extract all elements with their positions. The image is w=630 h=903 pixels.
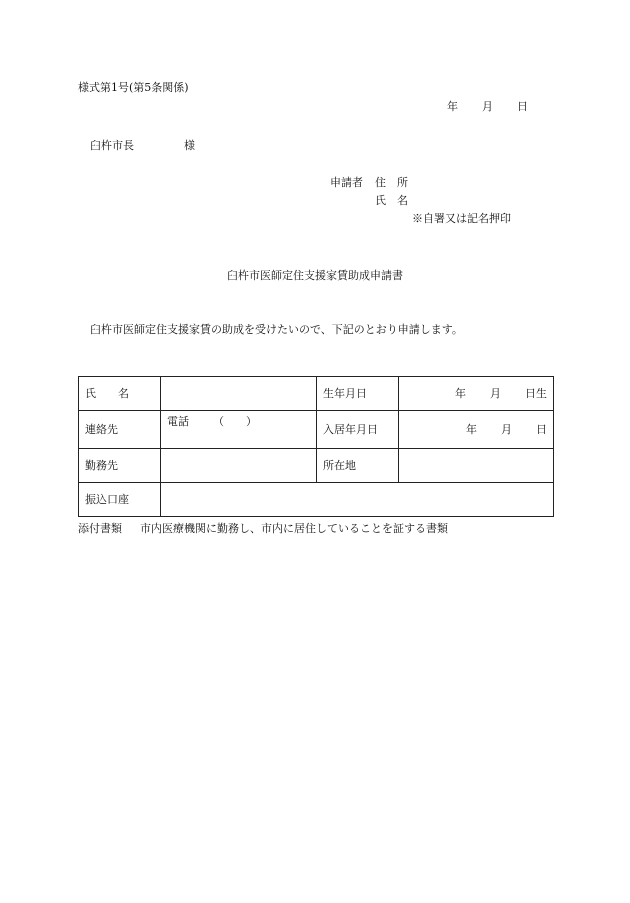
contact-value-cell[interactable] [161, 411, 317, 449]
attachment-text: 市内医療機関に勤務し、市内に居住していることを証する書類 [140, 522, 448, 535]
birth-month: 月 [490, 386, 501, 400]
phone-label: 電話 [167, 415, 189, 428]
work-label: 勤務先 [79, 449, 161, 483]
work-value-cell[interactable] [161, 449, 317, 483]
applicant-name-label: 氏 名 [375, 194, 408, 207]
date-year: 年 [447, 100, 458, 113]
name-label: 氏 名 [79, 377, 161, 411]
table-row [79, 377, 554, 411]
name-value-cell[interactable] [161, 377, 317, 411]
move-in-label: 入居年月日 [317, 411, 399, 449]
move-year: 年 [466, 422, 477, 436]
bank-label: 振込口座 [79, 483, 161, 517]
move-month: 月 [501, 422, 512, 436]
header-date [447, 100, 528, 114]
document-title: 臼杵市医師定住支援家賃助成申請書 [227, 269, 403, 282]
phone-parens: （ ） [213, 415, 257, 428]
addressee-honorific: 様 [184, 139, 195, 152]
signature-note: ※自署又は記名押印 [412, 212, 511, 225]
location-label: 所在地 [317, 449, 399, 483]
contact-label: 連絡先 [79, 411, 161, 449]
addressee-title: 臼杵市長 [90, 139, 134, 152]
table-row [79, 411, 554, 449]
applicant-label: 申請者 [330, 176, 363, 189]
applicant-address-label: 住 所 [375, 176, 408, 189]
date-month: 月 [482, 100, 493, 113]
attachment-note [78, 522, 448, 536]
attachment-label: 添付書類 [78, 522, 122, 535]
document-body: 臼杵市医師定住支援家賃の助成を受けたいので、下記のとおり申請します。 [90, 323, 463, 336]
date-day: 日 [517, 100, 528, 113]
table-row [79, 449, 554, 483]
birth-year: 年 [455, 386, 466, 400]
location-value-cell[interactable] [399, 449, 554, 483]
table-row [79, 483, 554, 517]
application-table [78, 376, 554, 517]
move-in-date-cell[interactable] [399, 411, 554, 449]
bank-value-cell[interactable] [161, 483, 554, 517]
form-number: 様式第1号(第5条関係) [78, 81, 189, 94]
move-day: 日 [536, 422, 547, 436]
birth-label: 生年月日 [317, 377, 399, 411]
birth-date-cell[interactable] [399, 377, 554, 411]
birth-day: 日生 [525, 386, 547, 400]
